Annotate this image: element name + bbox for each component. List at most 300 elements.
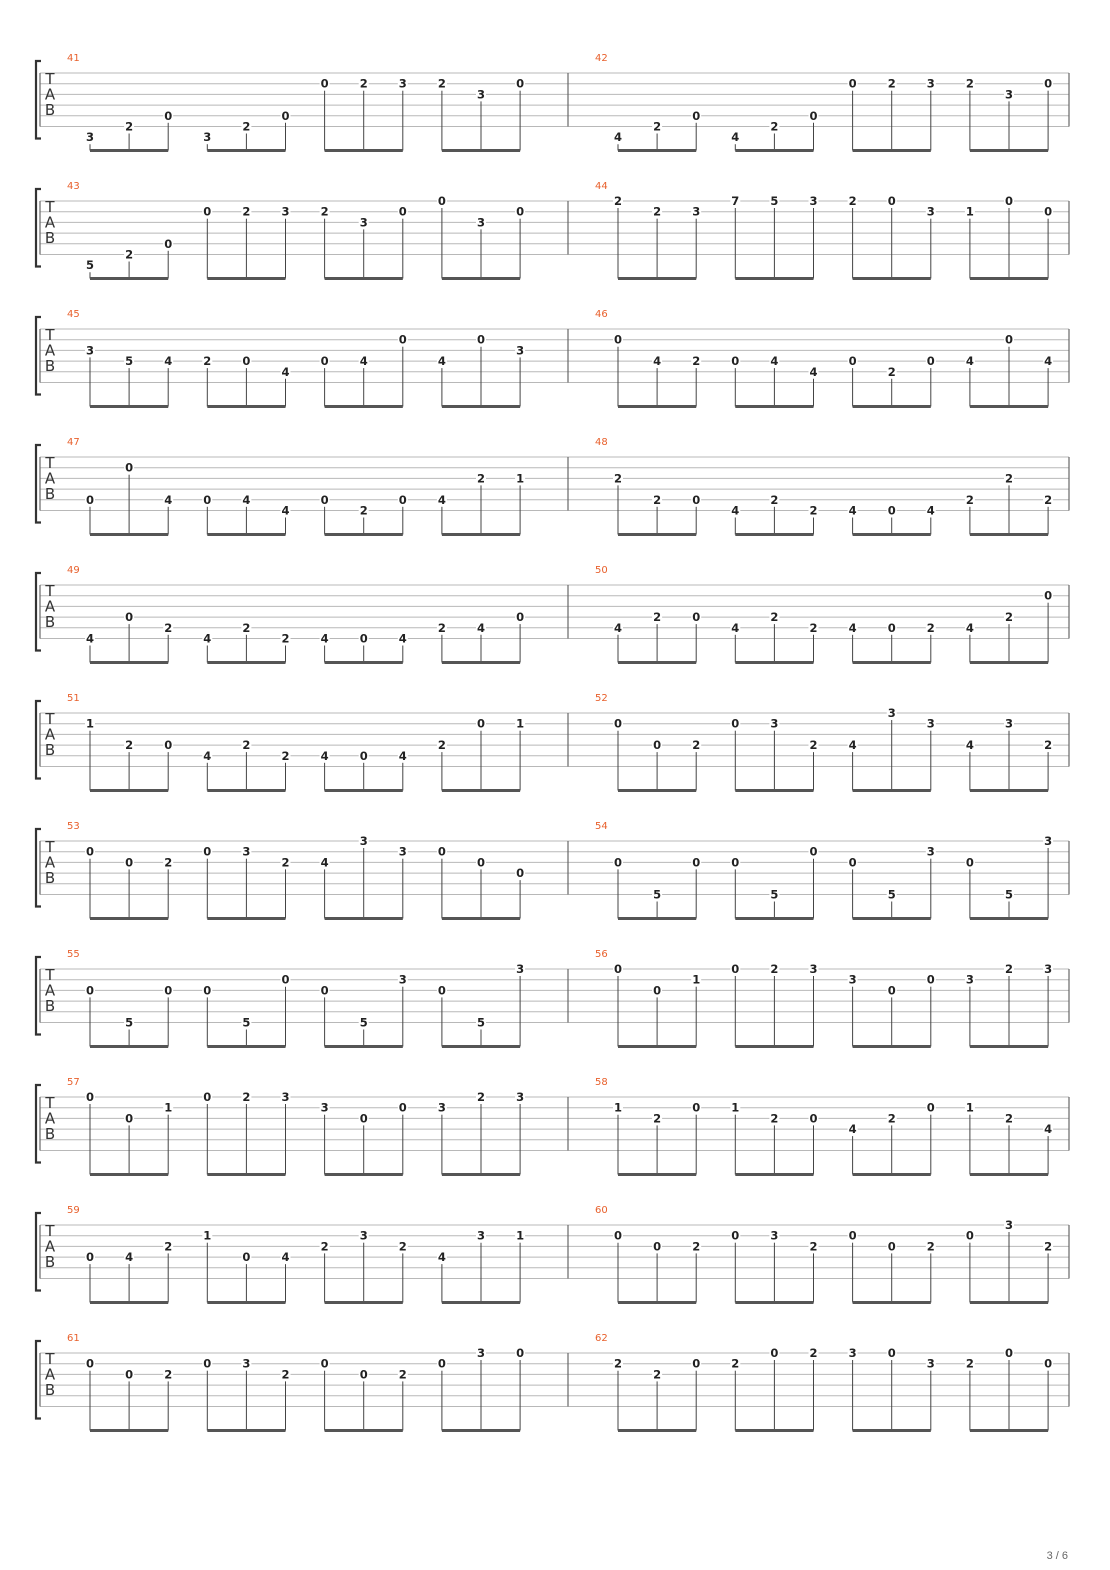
tab-clef-letter: T [45,838,55,856]
tab-clef-letter: T [45,582,55,600]
fret-number: 1 [613,1100,623,1115]
fret-number: 5 [887,887,896,902]
tab-clef-letter: A [44,85,56,104]
fret-number: 0 [164,108,173,123]
fret-number: 1 [203,1228,212,1243]
fret-number: 0 [476,716,486,731]
fret-number: 0 [125,1111,134,1126]
fret-number: 4 [125,1250,134,1265]
fret-number: 2 [965,76,974,91]
fret-number: 4 [320,855,329,870]
fret-number: 0 [164,983,173,998]
fret-number: 0 [1044,76,1053,91]
fret-number: 0 [203,1356,212,1371]
tab-clef-letter: A [44,853,56,872]
fret-number: 0 [848,855,857,870]
fret-number: 3 [516,343,525,358]
fret-number: 3 [926,844,935,859]
fret-number: 5 [1004,887,1014,902]
fret-number: 3 [926,716,935,731]
tab-clef-letter: T [45,454,55,472]
tab-clef-letter: A [44,597,56,616]
fret-number: 0 [359,1367,368,1382]
fret-number: 2 [1044,492,1053,507]
measure-number: 52 [595,693,608,704]
fret-number: 2 [809,620,818,635]
fret-number: 0 [887,1346,896,1360]
fret-number: 1 [516,716,525,731]
fret-number: 3 [926,1356,935,1371]
fret-number: 3 [85,130,95,145]
fret-number: 4 [653,354,662,369]
fret-number: 3 [1004,1218,1014,1232]
fret-number: 0 [437,983,446,998]
fret-number: 2 [770,962,779,976]
measure-number: 45 [67,309,80,320]
fret-number: 0 [731,962,740,976]
fret-number: 5 [85,258,95,273]
fret-number: 2 [125,738,134,753]
fret-number: 3 [242,844,251,859]
fret-number: 4 [398,748,407,763]
fret-number: 2 [613,471,623,486]
fret-number: 2 [242,1090,251,1104]
fret-number: 0 [125,855,134,870]
fret-number: 3 [437,1100,446,1115]
fret-number: 4 [281,1250,290,1265]
fret-number: 4 [1044,354,1053,369]
fret-number: 3 [398,844,407,859]
tab-clef-letter: B [44,613,56,631]
fret-number: 0 [516,76,525,91]
fret-number: 5 [125,354,134,369]
measure-number: 48 [595,437,608,448]
fret-number: 0 [359,748,368,763]
measure-number: 59 [67,1205,80,1216]
fret-number: 3 [809,194,818,208]
fret-number: 0 [203,983,212,998]
fret-number: 3 [1004,716,1014,731]
fret-number: 2 [1044,738,1053,753]
fret-number: 2 [653,1367,662,1382]
fret-number: 0 [692,108,701,123]
fret-number: 3 [359,834,368,848]
fret-number: 0 [848,1228,857,1243]
fret-number: 0 [692,492,701,507]
fret-number: 0 [476,332,486,347]
fret-number: 0 [516,610,525,625]
fret-number: 0 [85,844,95,859]
fret-number: 2 [320,204,329,219]
tab-clef-letter: T [45,326,55,344]
fret-number: 4 [359,354,368,369]
measure-number: 62 [595,1333,608,1344]
tab-clef-letter: T [45,1350,55,1368]
fret-number: 0 [1044,588,1053,603]
fret-number: 1 [965,204,974,219]
measure-number: 53 [67,821,80,832]
tab-clef-letter: B [44,1125,56,1143]
fret-number: 0 [516,204,525,219]
fret-number: 2 [770,119,779,134]
fret-number: 0 [1004,332,1014,347]
fret-number: 0 [965,1228,974,1243]
fret-number: 3 [1044,834,1053,848]
fret-number: 0 [320,1356,329,1371]
fret-number: 0 [398,204,407,219]
fret-number: 0 [320,983,329,998]
fret-number: 2 [887,364,896,379]
fret-number: 1 [965,1100,974,1115]
fret-number: 3 [965,972,974,987]
fret-number: 0 [731,1228,740,1243]
fret-number: 4 [613,130,623,145]
fret-number: 5 [476,1015,486,1030]
fret-number: 0 [516,866,525,881]
measure-number: 55 [67,949,80,960]
fret-number: 0 [809,844,818,859]
fret-number: 4 [926,503,935,518]
fret-number: 0 [242,1250,251,1265]
fret-number: 0 [887,620,896,635]
fret-number: 1 [731,1100,740,1115]
fret-number: 0 [320,492,329,507]
tab-clef-letter: B [44,997,56,1015]
fret-number: 0 [320,76,329,91]
fret-number: 0 [653,983,662,998]
fret-number: 3 [281,1090,290,1104]
fret-number: 3 [359,215,368,230]
measure-number: 61 [67,1333,80,1344]
fret-number: 0 [809,1111,818,1126]
fret-number: 2 [1004,471,1014,486]
fret-number: 4 [613,620,623,635]
fret-number: 0 [692,855,701,870]
fret-number: 1 [516,471,525,486]
measure-number: 44 [595,181,608,192]
fret-number: 0 [965,855,974,870]
fret-number: 0 [887,1239,896,1254]
fret-number: 5 [125,1015,134,1030]
fret-number: 2 [653,492,662,507]
fret-number: 2 [164,855,173,870]
fret-number: 2 [359,76,368,91]
fret-number: 1 [692,972,701,987]
fret-number: 2 [437,738,446,753]
fret-number: 0 [437,844,446,859]
fret-number: 3 [848,1346,857,1360]
fret-number: 2 [770,610,779,625]
fret-number: 2 [398,1239,407,1254]
tab-clef-letter: B [44,229,56,247]
fret-number: 5 [770,194,779,208]
fret-number: 2 [770,492,779,507]
measure-number: 54 [595,821,608,832]
fret-number: 2 [1004,610,1014,625]
fret-number: 4 [731,130,740,145]
fret-number: 3 [692,204,701,219]
fret-number: 1 [164,1100,173,1115]
fret-number: 3 [476,1346,486,1360]
fret-number: 0 [85,492,95,507]
page-number: 3 / 6 [1046,1550,1068,1562]
fret-number: 2 [731,1356,740,1371]
fret-number: 0 [887,983,896,998]
fret-number: 2 [359,503,368,518]
fret-number: 2 [281,1367,290,1382]
fret-number: 2 [164,620,173,635]
measure-number: 50 [595,565,608,576]
fret-number: 3 [320,1100,329,1115]
fret-number: 2 [320,1239,329,1254]
fret-number: 0 [731,354,740,369]
fret-number: 0 [164,236,173,251]
fret-number: 4 [320,748,329,763]
fret-number: 0 [85,1250,95,1265]
fret-number: 0 [476,855,486,870]
measure-number: 43 [67,181,80,192]
fret-number: 0 [125,610,134,625]
fret-number: 0 [398,492,407,507]
fret-number: 0 [164,738,173,753]
fret-number: 2 [125,247,134,262]
fret-number: 2 [281,631,290,646]
fret-number: 4 [731,503,740,518]
tab-clef-letter: A [44,469,56,488]
fret-number: 3 [516,962,525,976]
measure-number: 51 [67,693,80,704]
fret-number: 3 [809,962,818,976]
fret-number: 0 [613,716,623,731]
fret-number: 5 [359,1015,368,1030]
tab-clef-letter: B [44,1253,56,1271]
fret-number: 2 [692,354,701,369]
fret-number: 0 [692,1100,701,1115]
fret-number: 2 [437,76,446,91]
fret-number: 2 [926,1239,935,1254]
fret-number: 3 [926,204,935,219]
tab-clef-letter: T [45,966,55,984]
fret-number: 2 [476,1090,486,1104]
fret-number: 2 [887,76,896,91]
fret-number: 0 [125,1367,134,1382]
fret-number: 4 [809,364,818,379]
fret-number: 2 [242,738,251,753]
fret-number: 4 [965,620,974,635]
fret-number: 4 [398,631,407,646]
fret-number: 0 [887,503,896,518]
fret-number: 2 [653,610,662,625]
fret-number: 0 [1004,194,1014,208]
fret-number: 4 [203,748,212,763]
fret-number: 3 [770,716,779,731]
tab-clef-letter: A [44,213,56,232]
fret-number: 0 [85,1356,95,1371]
fret-number: 0 [203,844,212,859]
fret-number: 0 [203,1090,212,1104]
tab-clef-letter: B [44,101,56,119]
fret-number: 2 [613,1356,623,1371]
fret-number: 2 [1004,962,1014,976]
fret-number: 4 [437,354,446,369]
fret-number: 0 [281,108,290,123]
fret-number: 5 [653,887,662,902]
fret-number: 0 [85,983,95,998]
fret-number: 3 [242,1356,251,1371]
fret-number: 1 [516,1228,525,1243]
tab-clef-letter: A [44,1109,56,1128]
fret-number: 2 [809,738,818,753]
tab-clef-letter: B [44,357,56,375]
measure-number: 41 [67,53,80,64]
fret-number: 4 [848,738,857,753]
fret-number: 3 [1044,962,1053,976]
tab-clef-letter: B [44,1381,56,1399]
fret-number: 3 [887,706,896,720]
fret-number: 1 [85,716,95,731]
fret-number: 0 [203,492,212,507]
fret-number: 4 [437,492,446,507]
fret-number: 0 [692,1356,701,1371]
fret-number: 3 [926,76,935,91]
fret-number: 4 [1044,1122,1053,1137]
tab-clef-letter: A [44,1365,56,1384]
fret-number: 2 [692,1239,701,1254]
tab-clef-letter: A [44,1237,56,1256]
fret-number: 4 [437,1250,446,1265]
fret-number: 0 [437,194,446,208]
fret-number: 2 [242,204,251,219]
tab-clef-letter: A [44,981,56,1000]
fret-number: 0 [242,354,251,369]
tab-clef-letter: T [45,1094,55,1112]
measure-number: 49 [67,565,80,576]
fret-number: 2 [398,1367,407,1382]
tab-clef-letter: T [45,1222,55,1240]
fret-number: 2 [692,738,701,753]
fret-number: 3 [848,972,857,987]
fret-number: 2 [926,620,935,635]
measure-number: 42 [595,53,608,64]
fret-number: 0 [692,610,701,625]
tab-clef-letter: B [44,869,56,887]
tab-clef-letter: A [44,725,56,744]
fret-number: 0 [1004,1346,1014,1360]
fret-number: 0 [398,332,407,347]
fret-number: 4 [848,503,857,518]
fret-number: 2 [770,1111,779,1126]
fret-number: 2 [653,119,662,134]
fret-number: 0 [613,855,623,870]
fret-number: 3 [476,1228,486,1243]
fret-number: 7 [731,194,740,208]
fret-number: 0 [770,1346,779,1360]
fret-number: 4 [281,503,290,518]
measure-number: 56 [595,949,608,960]
measure-number: 46 [595,309,608,320]
fret-number: 3 [398,972,407,987]
fret-number: 0 [437,1356,446,1371]
tab-clef-letter: T [45,710,55,728]
fret-number: 2 [164,1367,173,1382]
tab-clef-letter: B [44,741,56,759]
fret-number: 3 [476,87,486,102]
fret-number: 0 [653,1239,662,1254]
fret-number: 2 [887,1111,896,1126]
fret-number: 3 [398,76,407,91]
fret-number: 3 [359,1228,368,1243]
tab-clef-letter: T [45,70,55,88]
fret-number: 4 [242,492,251,507]
fret-number: 2 [125,119,134,134]
fret-number: 0 [398,1100,407,1115]
fret-number: 0 [1044,1356,1053,1371]
fret-number: 3 [85,343,95,358]
fret-number: 4 [281,364,290,379]
fret-number: 2 [437,620,446,635]
fret-number: 0 [731,716,740,731]
fret-number: 0 [848,76,857,91]
fret-number: 0 [809,108,818,123]
tab-clef-letter: T [45,198,55,216]
fret-number: 2 [164,1239,173,1254]
fret-number: 0 [359,631,368,646]
fret-number: 0 [359,1111,368,1126]
fret-number: 4 [731,620,740,635]
fret-number: 4 [164,492,173,507]
fret-number: 0 [613,962,623,976]
measure-number: 47 [67,437,80,448]
fret-number: 4 [965,354,974,369]
fret-number: 4 [848,1122,857,1137]
fret-number: 2 [613,194,623,208]
fret-number: 2 [281,855,290,870]
fret-number: 3 [516,1090,525,1104]
fret-number: 0 [653,738,662,753]
fret-number: 2 [848,194,857,208]
fret-number: 4 [848,620,857,635]
fret-number: 0 [613,332,623,347]
fret-number: 0 [848,354,857,369]
fret-number: 2 [965,492,974,507]
fret-number: 0 [613,1228,623,1243]
measure-number: 57 [67,1077,80,1088]
fret-number: 2 [653,1111,662,1126]
fret-number: 0 [926,354,935,369]
fret-number: 4 [203,631,212,646]
fret-number: 2 [203,354,212,369]
fret-number: 2 [809,503,818,518]
measure-number: 58 [595,1077,608,1088]
fret-number: 3 [476,215,486,230]
fret-number: 0 [1044,204,1053,219]
fret-number: 0 [320,354,329,369]
fret-number: 4 [320,631,329,646]
measure-number: 60 [595,1205,608,1216]
fret-number: 2 [809,1346,818,1360]
fret-number: 2 [476,471,486,486]
fret-number: 5 [770,887,779,902]
fret-number: 3 [770,1228,779,1243]
fret-number: 2 [242,119,251,134]
fret-number: 0 [887,194,896,208]
fret-number: 3 [281,204,290,219]
fret-number: 0 [731,855,740,870]
fret-number: 5 [242,1015,251,1030]
fret-number: 4 [164,354,173,369]
fret-number: 2 [965,1356,974,1371]
fret-number: 3 [1004,87,1014,102]
